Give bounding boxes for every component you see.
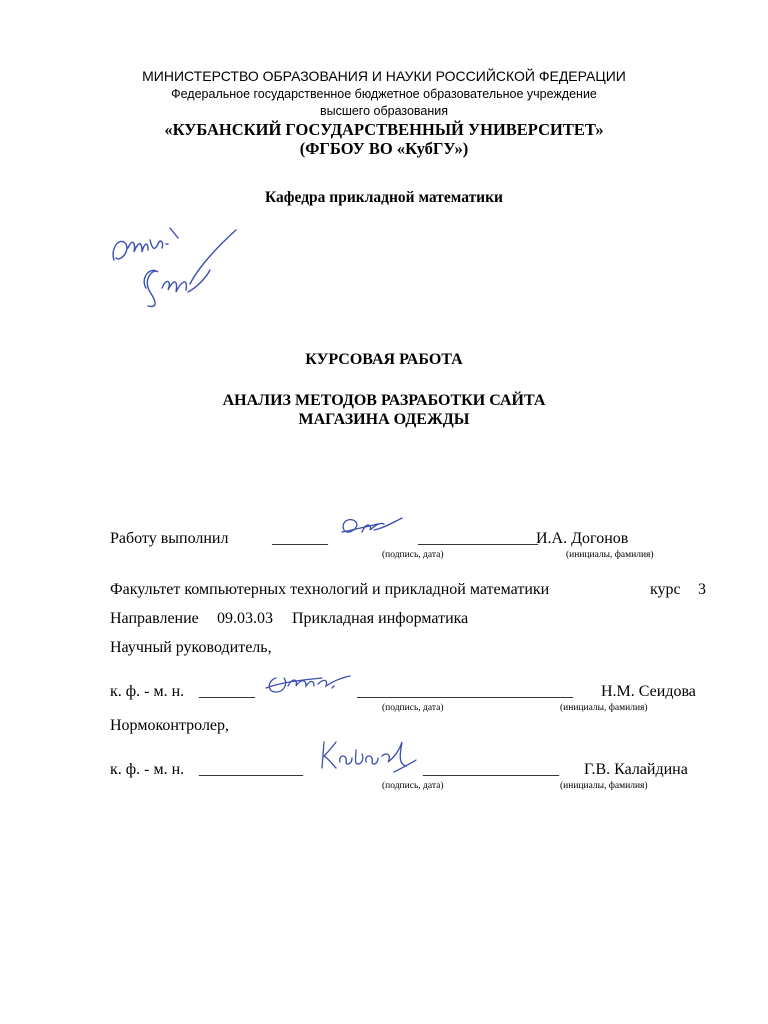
course-label: курс xyxy=(650,581,681,598)
performer-blank-left: _______ xyxy=(272,530,328,547)
performer-caption-name: (инициалы, фамилия) xyxy=(566,550,654,560)
institution-line-1: Федеральное государственное бюджетное образовательное учреждение xyxy=(171,87,597,101)
performer-blank-right: _______________ xyxy=(418,530,538,547)
supervisor-signature xyxy=(262,664,354,704)
supervisor-caption-sign: (подпись, дата) xyxy=(382,703,444,713)
direction-name: Прикладная информатика xyxy=(292,610,469,627)
university-abbreviation: (ФГБОУ ВО «КубГУ») xyxy=(299,139,469,158)
course-value: 3 xyxy=(698,581,706,598)
direction-code: 09.03.03 xyxy=(217,610,273,627)
supervisor-blank-right: ___________________________ xyxy=(357,683,573,700)
direction-label: Направление xyxy=(110,610,199,627)
supervisor-blank-left: _______ xyxy=(199,683,255,700)
performer-signature xyxy=(334,508,406,548)
supervisor-role: Научный руководитель, xyxy=(110,639,272,656)
institution-line-2: высшего образования xyxy=(319,104,449,118)
normcontroller-blank-right: _________________ xyxy=(423,761,559,778)
normcontroller-role: Нормоконтролер, xyxy=(110,717,230,734)
work-title-line-1: АНАЛИЗ МЕТОДОВ РАЗРАБОТКИ САЙТА xyxy=(222,392,546,409)
work-title-line-2: МАГАЗИНА ОДЕЖДЫ xyxy=(298,411,470,428)
supervisor-caption-name: (инициалы, фамилия) xyxy=(560,703,648,713)
supervisor-degree: к. ф. - м. н. xyxy=(110,683,185,700)
normcontroller-blank-left: _____________ xyxy=(199,761,303,778)
normcontroller-name: Г.В. Калайдина xyxy=(584,761,688,778)
performer-label: Работу выполнил xyxy=(110,530,229,547)
normcontroller-caption-name: (инициалы, фамилия) xyxy=(560,781,648,791)
ministry-line: МИНИСТЕРСТВО ОБРАЗОВАНИЯ И НАУКИ РОССИЙСКОЙ ФЕДЕРАЦИИ xyxy=(142,68,626,84)
supervisor-name: Н.М. Сеидова xyxy=(601,683,696,700)
normcontroller-caption-sign: (подпись, дата) xyxy=(382,781,444,791)
performer-caption-sign: (подпись, дата) xyxy=(382,550,444,560)
admission-signature xyxy=(106,218,241,318)
department-name: Кафедра прикладной математики xyxy=(265,189,503,206)
normcontroller-degree: к. ф. - м. н. xyxy=(110,761,185,778)
performer-name: И.А. Догонов xyxy=(536,530,629,547)
work-type: КУРСОВАЯ РАБОТА xyxy=(305,351,463,368)
normcontroller-signature xyxy=(316,734,418,778)
faculty-name: Факультет компьютерных технологий и прикладной математики xyxy=(110,581,550,598)
university-name: «КУБАНСКИЙ ГОСУДАРСТВЕННЫЙ УНИВЕРСИТЕТ» xyxy=(164,120,604,139)
